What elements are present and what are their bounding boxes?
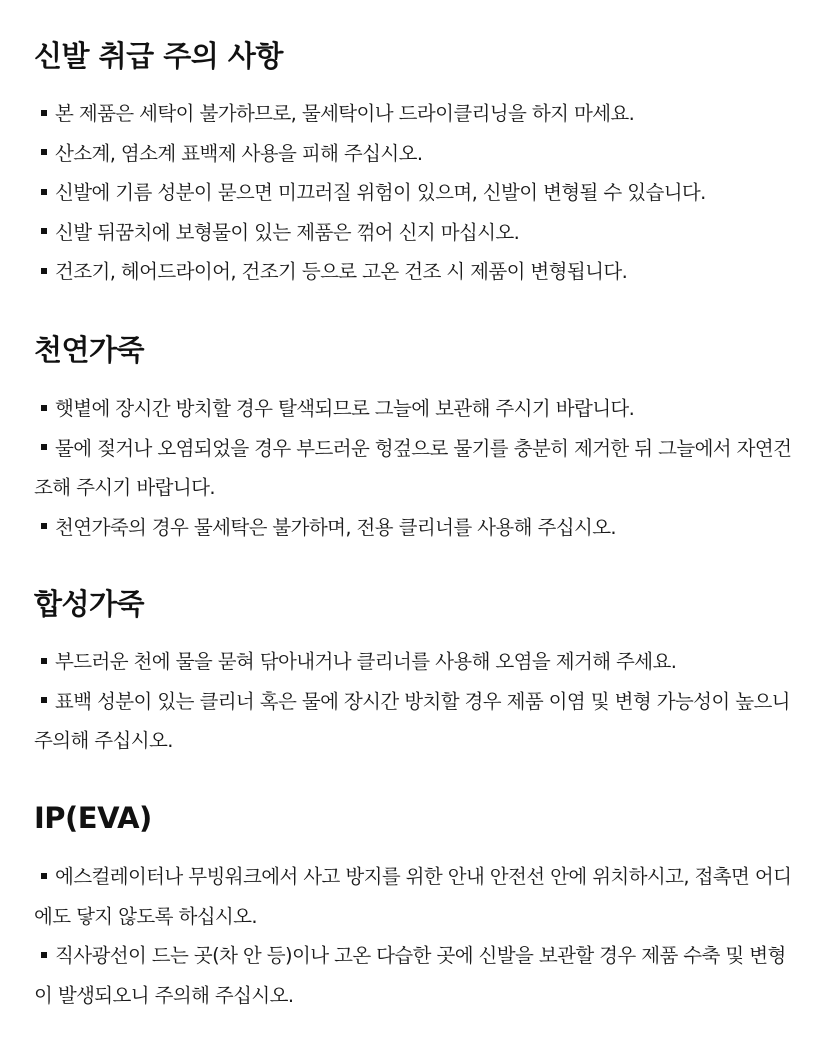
bullet-icon xyxy=(41,658,47,664)
list-item xyxy=(34,429,802,508)
list-item-text: 표백 성분이 있는 클리너 혹은 물에 장시간 방치할 경우 제품 이염 및 변형 가능성이 높으니 주의해 주십시오. xyxy=(34,689,790,752)
list-item-text: 직사광선이 드는 곳(차 안 등)이나 고온 다습한 곳에 신발을 보관할 경우 제품 수축 및 변형이 발생되오니 주의해 주십시오. xyxy=(34,944,786,1007)
list-item-text: 신발에 기름 성분이 묻으면 미끄러질 위험이 있으며, 신발이 변형될 수 있습니다. xyxy=(55,181,706,204)
list-item-text: 부드러운 천에 물을 묻혀 닦아내거나 클리너를 사용해 오염을 제거해 주세요. xyxy=(55,650,677,673)
list-item xyxy=(34,213,802,253)
list-item xyxy=(34,508,802,548)
bullet-icon xyxy=(41,228,47,234)
list-item xyxy=(34,857,802,936)
bullet-icon xyxy=(41,268,47,274)
bullet-icon xyxy=(41,444,47,450)
bullet-icon xyxy=(41,697,47,703)
list-item xyxy=(34,173,802,213)
bullet-icon xyxy=(41,110,47,116)
bullet-icon xyxy=(41,149,47,155)
bullet-icon xyxy=(41,189,47,195)
list-item-text: 천연가죽의 경우 물세탁은 불가하며, 전용 클리너를 사용해 주십시오. xyxy=(55,515,617,539)
list-item-text: 건조기, 헤어드라이어, 건조기 등으로 고온 건조 시 제품이 변형됩니다. xyxy=(55,260,628,283)
section-title-natural-leather: 천연가죽 xyxy=(34,333,145,367)
section-shoe-care xyxy=(34,36,802,292)
bullet-icon xyxy=(41,952,47,958)
section-synthetic-leather xyxy=(34,584,802,761)
ip-eva-list xyxy=(34,857,802,1015)
list-item-text: 신발 뒤꿈치에 보형물이 있는 제품은 꺾어 신지 마십시오. xyxy=(55,220,520,244)
section-title-shoe-care: 신발 취급 주의 사항 xyxy=(34,39,283,73)
shoe-care-list xyxy=(34,94,802,292)
synthetic-leather-list xyxy=(34,642,802,761)
natural-leather-list xyxy=(34,389,802,547)
list-item xyxy=(34,94,802,134)
list-item xyxy=(34,389,802,429)
bullet-icon xyxy=(41,405,47,411)
list-item-text: 물에 젖거나 오염되었을 경우 부드러운 헝겊으로 물기를 충분히 제거한 뒤 그늘에서 자연건조해 주시기 바랍니다. xyxy=(34,436,792,499)
section-natural-leather xyxy=(34,330,802,547)
section-ip-eva xyxy=(34,798,802,1015)
bullet-icon xyxy=(41,873,47,879)
list-item xyxy=(34,936,802,1015)
list-item xyxy=(34,134,802,174)
section-title-synthetic-leather: 합성가죽 xyxy=(34,587,145,621)
list-item-text: 본 제품은 세탁이 불가하므로, 물세탁이나 드라이클리닝을 하지 마세요. xyxy=(55,102,635,125)
list-item xyxy=(34,642,802,682)
list-item xyxy=(34,682,802,761)
list-item-text: 에스컬레이터나 무빙워크에서 사고 방지를 위한 안내 안전선 안에 위치하시고, 접촉면 어디에도 닿지 않도록 하십시오. xyxy=(34,865,792,928)
list-item-text: 산소계, 염소계 표백제 사용을 피해 주십시오. xyxy=(55,141,423,165)
list-item-text: 햇볕에 장시간 방치할 경우 탈색되므로 그늘에 보관해 주시기 바랍니다. xyxy=(55,397,635,420)
section-title-ip-eva: IP(EVA) xyxy=(34,801,152,835)
bullet-icon xyxy=(41,523,47,529)
list-item xyxy=(34,252,802,292)
